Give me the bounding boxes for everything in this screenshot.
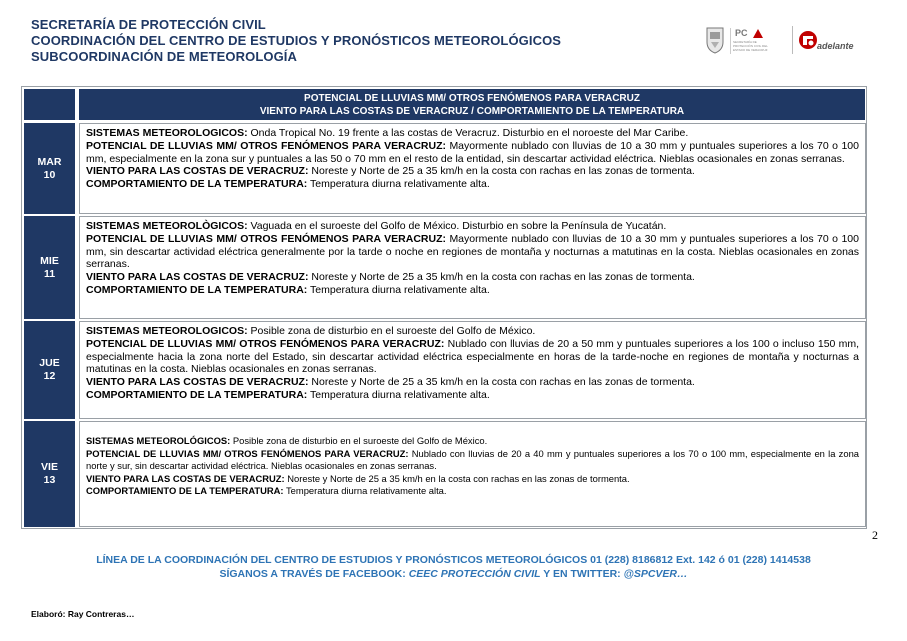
document-header bbox=[31, 17, 561, 65]
page-number: 2 bbox=[872, 528, 878, 542]
viento-label: VIENTO PARA LAS COSTAS DE VERACRUZ: bbox=[86, 165, 309, 178]
footer-phone-line: LÍNEA DE LA COORDINACIÓN DEL CENTRO DE ESTUDIOS Y PRONÓSTICOS METEOROLÓGICOS 01 (228) 8186812 Ext. 142 ó 01 (228) 1414538 bbox=[96, 554, 811, 566]
forecast-row-mie-11 bbox=[24, 216, 866, 319]
forecast-row-mar-10 bbox=[24, 123, 866, 214]
day-label: JUE bbox=[39, 357, 60, 369]
lluvias-paragraph bbox=[86, 233, 859, 271]
pc-triangle-icon bbox=[753, 29, 763, 39]
contact-footer bbox=[0, 553, 907, 581]
day-label: MIE bbox=[40, 254, 59, 267]
day-cell bbox=[24, 421, 75, 527]
footer-facebook-prefix: SÍGANOS A TRAVÉS DE FACEBOOK: bbox=[219, 568, 406, 580]
sistemas-label: SISTEMAS METEOROLOGICOS: bbox=[86, 127, 248, 139]
temperatura-text: Temperatura diurna relativamente alta. bbox=[310, 178, 490, 191]
sistemas-label: SISTEMAS METEOROLOGICOS: bbox=[86, 325, 248, 337]
temperatura-paragraph bbox=[86, 178, 859, 191]
day-date: 10 bbox=[43, 168, 56, 181]
lluvias-label: POTENCIAL DE LLUVIAS MM/ OTROS FENÓMENOS PARA VERACRUZ: bbox=[86, 447, 409, 459]
sistemas-text: Posible zona de disturbio en el suroeste del Golfo de México. bbox=[250, 325, 536, 337]
day-date: 11 bbox=[43, 267, 56, 280]
logo-separator bbox=[792, 26, 793, 54]
day-cell bbox=[24, 123, 75, 214]
sistemas-text: Vaguada en el suroeste del Golfo de México. Disturbio en sobre la Península de Yucatán. bbox=[250, 220, 667, 232]
sistemas-paragraph bbox=[86, 127, 859, 140]
lluvias-label: POTENCIAL DE LLUVIAS MM/ OTROS FENÓMENOS PARA VERACRUZ: bbox=[86, 337, 445, 350]
pc-logo-subtitle: SECRETARÍA DE PROTECCIÓN CIVIL DEL ESTADO DE VERACRUZ bbox=[733, 40, 768, 52]
lluvias-label: POTENCIAL DE LLUVIAS MM/ OTROS FENÓMENOS PARA VERACRUZ: bbox=[86, 139, 446, 152]
sistemas-label: SISTEMAS METEOROLÒGICOS: bbox=[86, 220, 248, 232]
temperatura-paragraph bbox=[86, 389, 859, 402]
viento-text: Noreste y Norte de 25 a 35 km/h en la costa con rachas en las zonas de tormenta. bbox=[311, 271, 695, 284]
lluvias-text: Mayormente nublado con lluvias de 10 a 30 mm y puntuales superiores a los 70 o 100 mm, sin descartar actividad eléctrica generalmente por la tarde o noche en regiones de montaña y nocturnas a matutinas en la costa. Nieblas ocasionales en zonas serranas. bbox=[86, 232, 859, 271]
forecast-content bbox=[79, 421, 866, 527]
sistemas-text: Onda Tropical No. 19 frente a las costas de Veracruz. Disturbio en el noroeste del Mar Caribe. bbox=[250, 127, 689, 139]
author-credit: Elaboró: Ray Contreras… bbox=[31, 609, 135, 619]
viento-label: VIENTO PARA LAS COSTAS DE VERACRUZ: bbox=[86, 472, 285, 484]
veracruz-seal-logo bbox=[704, 26, 726, 54]
lluvias-paragraph bbox=[86, 140, 859, 166]
twitter-link[interactable]: @SPCVER… bbox=[623, 568, 688, 580]
lluvias-text: Nublado con lluvias de 20 a 40 mm y puntuales superiores a los 70 o 100 mm, especialmente en la zona norte y sur, sin descartar actividad eléctrica. Nieblas ocasionales en zonas serranas. bbox=[86, 447, 859, 472]
forecast-content bbox=[79, 321, 866, 419]
viento-label: VIENTO PARA LAS COSTAS DE VERACRUZ: bbox=[86, 376, 309, 389]
viento-paragraph bbox=[86, 165, 859, 178]
temperatura-text: Temperatura diurna relativamente alta. bbox=[286, 485, 447, 497]
logos-area bbox=[700, 26, 860, 56]
viento-paragraph bbox=[86, 376, 859, 389]
viento-text: Noreste y Norte de 25 a 35 km/h en la costa con rachas en las zonas de tormenta. bbox=[287, 472, 630, 484]
lluvias-paragraph bbox=[86, 338, 859, 376]
lluvias-paragraph bbox=[86, 448, 859, 473]
day-label: MAR bbox=[37, 155, 62, 168]
sistemas-paragraph bbox=[86, 435, 859, 448]
footer-social-line bbox=[0, 567, 907, 581]
forecast-content bbox=[79, 123, 866, 214]
temperatura-paragraph bbox=[86, 485, 859, 498]
footer-twitter-prefix: Y EN TWITTER: bbox=[543, 568, 621, 580]
forecast-row-vie-13 bbox=[24, 421, 866, 527]
day-date: 13 bbox=[43, 474, 56, 486]
sistemas-paragraph bbox=[86, 325, 859, 338]
day-cell bbox=[24, 321, 75, 419]
sistemas-text: Posible zona de disturbio en el suroeste del Golfo de México. bbox=[232, 435, 488, 446]
adelante-logo-text: adelante bbox=[817, 41, 854, 51]
proteccion-civil-logo bbox=[730, 28, 778, 54]
temperatura-label: COMPORTAMIENTO DE LA TEMPERATURA: bbox=[86, 485, 284, 497]
table-header-line1: POTENCIAL DE LLUVIAS MM/ OTROS FENÓMENOS PARA VERACRUZ bbox=[304, 93, 640, 104]
table-header-day-cell bbox=[24, 89, 75, 120]
temperatura-paragraph bbox=[86, 284, 859, 297]
temperatura-label: COMPORTAMIENTO DE LA TEMPERATURA: bbox=[86, 178, 308, 191]
temperatura-text: Temperatura diurna relativamente alta. bbox=[310, 283, 490, 296]
table-header-title bbox=[79, 89, 865, 120]
lluvias-text: Nublado con lluvias de 20 a 50 mm y puntuales superiores a los 100 o incluso 150 mm, especialmente hacia la zona norte del Estado, sin descartar actividad eléctrica especialmente en horas de la tarde-noche en regiones de montaña y nocturnas a matutinas en la costa. Nieblas ocasionales en zonas serranas. bbox=[86, 337, 860, 376]
header-line-subcoordinacion: SUBCOORDINACIÓN DE METEOROLOGÍA bbox=[31, 49, 297, 64]
day-label: VIE bbox=[41, 461, 58, 473]
forecast-table bbox=[21, 86, 867, 529]
table-header-line2: VIENTO PARA LAS COSTAS DE VERACRUZ / COMPORTAMIENTO DE LA TEMPERATURA bbox=[259, 106, 685, 117]
pc-logo-letters: PC bbox=[735, 28, 748, 38]
forecast-row-jue-12 bbox=[24, 321, 866, 419]
viento-text: Noreste y Norte de 25 a 35 km/h en la costa con rachas en las zonas de tormenta. bbox=[311, 165, 695, 178]
temperatura-text: Temperatura diurna relativamente alta. bbox=[310, 388, 490, 401]
viento-label: VIENTO PARA LAS COSTAS DE VERACRUZ: bbox=[86, 271, 309, 284]
viento-paragraph bbox=[86, 473, 859, 486]
temperatura-label: COMPORTAMIENTO DE LA TEMPERATURA: bbox=[86, 283, 308, 296]
day-date: 12 bbox=[43, 370, 56, 382]
sistemas-paragraph bbox=[86, 220, 859, 233]
header-line-coordinacion: COORDINACIÓN DEL CENTRO DE ESTUDIOS Y PRONÓSTICOS METEOROLÓGICOS bbox=[31, 33, 562, 48]
sistemas-label: SISTEMAS METEOROLÓGICOS: bbox=[86, 435, 231, 446]
viento-text: Noreste y Norte de 25 a 35 km/h en la costa con rachas en las zonas de tormenta. bbox=[311, 376, 695, 389]
lluvias-text: Mayormente nublado con lluvias de 10 a 30 mm y puntuales superiores a los 70 o 100 mm, especialmente en la zona sur y puntuales a las 50 o 70 mm en el resto de la entidad, sin descartar actividad eléctrica. Nieblas ocasionales en zonas serranas. bbox=[86, 139, 859, 165]
adelante-logo bbox=[798, 28, 858, 54]
lluvias-label: POTENCIAL DE LLUVIAS MM/ OTROS FENÓMENOS PARA VERACRUZ: bbox=[86, 232, 446, 245]
temperatura-label: COMPORTAMIENTO DE LA TEMPERATURA: bbox=[86, 388, 308, 401]
forecast-content bbox=[79, 216, 866, 319]
viento-paragraph bbox=[86, 271, 859, 284]
day-cell bbox=[24, 216, 75, 319]
facebook-link[interactable]: CEEC PROTECCIÓN CIVIL bbox=[408, 568, 541, 580]
adelante-emblem-icon bbox=[798, 28, 818, 52]
header-line-secretaria: SECRETARÍA DE PROTECCIÓN CIVIL bbox=[31, 17, 266, 32]
